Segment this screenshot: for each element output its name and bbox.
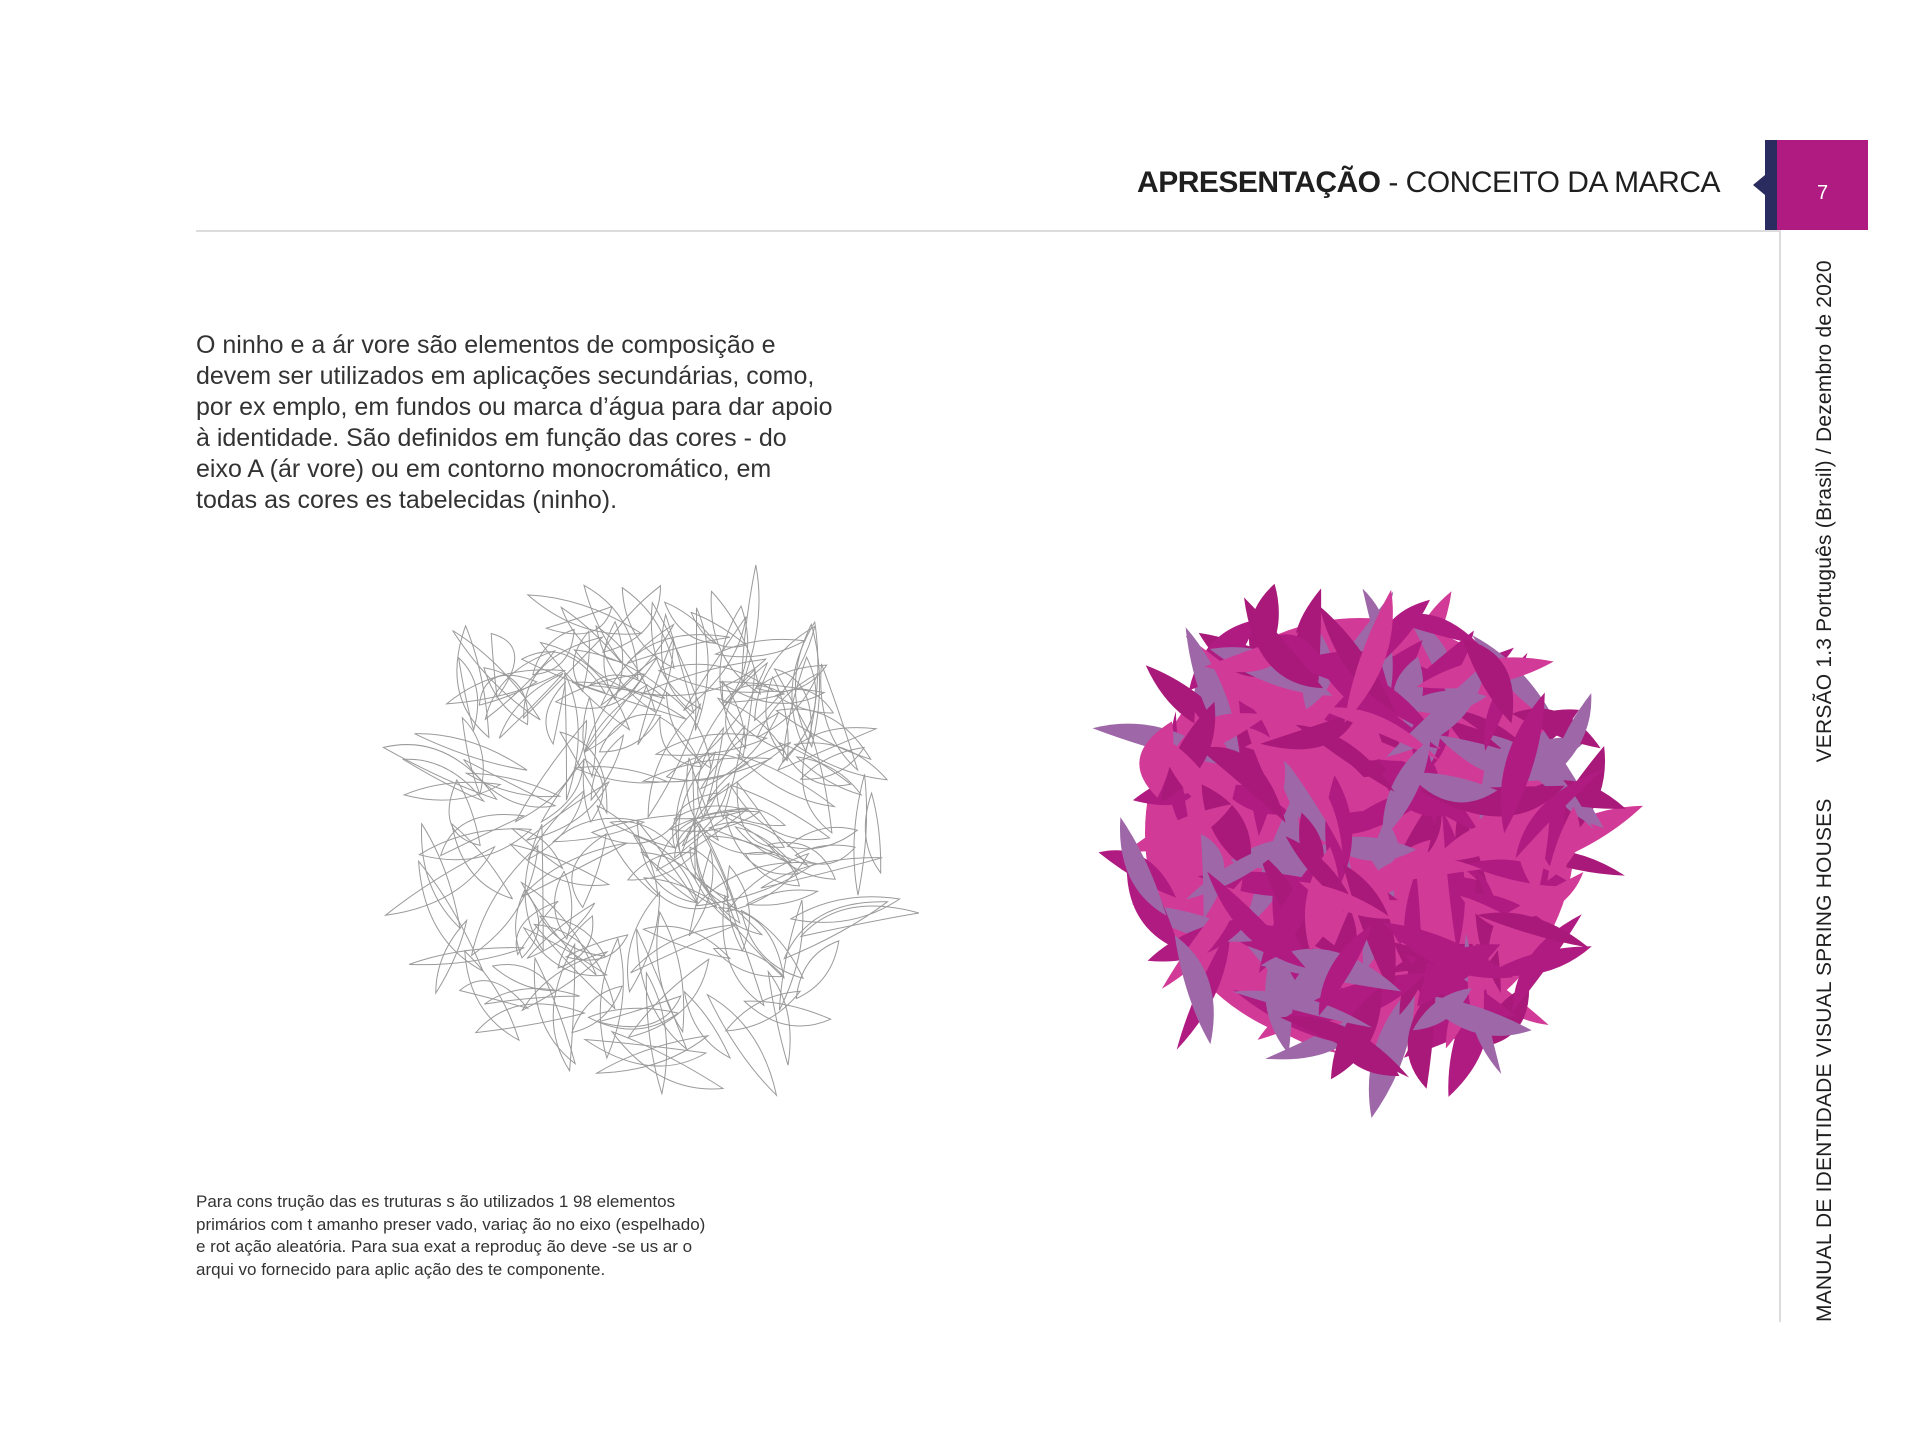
version-info: VERSÃO 1.3 Português (Brasil) / Dezembro de 2020	[1813, 260, 1836, 763]
intro-line: devem ser utilizados em aplicações secundárias, como,	[196, 362, 815, 390]
intro-line: O ninho e a ár vore são elementos de composição e	[196, 331, 776, 359]
intro-line: por ex emplo, em fundos ou marca d’água para dar apoio	[196, 393, 833, 421]
nest-leaf-outline	[600, 714, 661, 752]
nest-leaf-outline	[628, 892, 660, 992]
page-title-section: APRESENTAÇÃO	[1137, 166, 1381, 199]
nest-leaf-outline	[528, 595, 641, 634]
nest-leaf-outline	[493, 964, 555, 990]
tree-color-illustration	[1065, 548, 1655, 1118]
nest-leaf-outline	[460, 981, 528, 1009]
nest-leaf-outline	[611, 821, 675, 847]
nest-leaf-outline	[796, 941, 839, 999]
nest-leaf-outline	[801, 906, 919, 936]
nest-leaf-outline	[707, 995, 776, 1096]
nest-leaf-outline	[695, 608, 708, 731]
nest-leaf-outline	[476, 1004, 585, 1033]
nest-leaf-outline	[783, 657, 816, 762]
nest-leaf-outline	[761, 858, 882, 888]
nest-leaf-outline	[641, 852, 716, 907]
nest-leaf-outline	[657, 912, 684, 1032]
nest-leaf-outline	[572, 834, 606, 908]
page-number: 7	[1816, 182, 1829, 204]
note-line: Para cons trução das es truturas s ão utilizados 1 98 elementos	[196, 1192, 676, 1211]
intro-line: eixo A (ár vore) ou em contorno monocromático, em	[196, 455, 772, 483]
intro-paragraph	[196, 330, 876, 516]
tab-stripe	[1765, 140, 1777, 230]
tab-notch	[1753, 175, 1765, 195]
nest-leaf-outline	[491, 634, 515, 698]
header-divider	[196, 230, 1780, 232]
nest-leaf-outline	[403, 759, 483, 801]
manual-title: MANUAL DE IDENTIDADE VISUAL SPRING HOUSES	[1813, 798, 1836, 1322]
page-title-subtitle: - CONCEITO DA MARCA	[1380, 166, 1720, 199]
intro-line: à identidade. São definidos em função das cores - do	[196, 424, 787, 452]
nest-leaf-outline	[565, 673, 579, 800]
nest-leaf-outline	[459, 658, 478, 730]
nest-leaf-outline	[780, 743, 851, 786]
nest-leaf-outline	[383, 745, 496, 800]
nest-leaf-outline	[768, 972, 790, 1066]
nest-leaf-outline	[534, 958, 575, 1064]
note-line: e rot ação aleatória. Para sua exat a reproduç ão deve -se us ar o	[196, 1237, 693, 1256]
nest-leaf-outline	[524, 928, 607, 976]
nest-leaf-outline	[691, 612, 746, 647]
nest-leaf-outline	[737, 782, 784, 847]
nest-leaf-outline	[801, 748, 864, 780]
page-title	[1137, 166, 1720, 200]
sidebar-footer	[1813, 224, 1837, 1322]
nest-leaf-outline	[522, 652, 605, 693]
page-number-tab	[1765, 140, 1868, 230]
construction-note	[196, 1191, 796, 1281]
nest-leaf-outline	[865, 793, 880, 873]
sidebar-divider	[1779, 230, 1781, 1322]
nest-leaf-outline	[441, 815, 524, 856]
nest-leaf-outline	[854, 774, 867, 895]
nest-leaf-outline	[643, 758, 771, 782]
nest-leaf-outline	[709, 822, 807, 865]
nest-outline-illustration	[355, 548, 945, 1118]
note-line: primários com t amanho preser vado, variaç ão no eixo (espelhado)	[196, 1214, 706, 1234]
nest-leaf-outline	[484, 668, 528, 725]
nest-leaf-outline	[409, 948, 524, 965]
nest-leaf-outline	[546, 682, 565, 744]
note-line: arqui vo fornecido para aplic ação des te componente.	[196, 1259, 606, 1279]
intro-line: todas as cores es tabelecidas (ninho).	[196, 486, 618, 514]
